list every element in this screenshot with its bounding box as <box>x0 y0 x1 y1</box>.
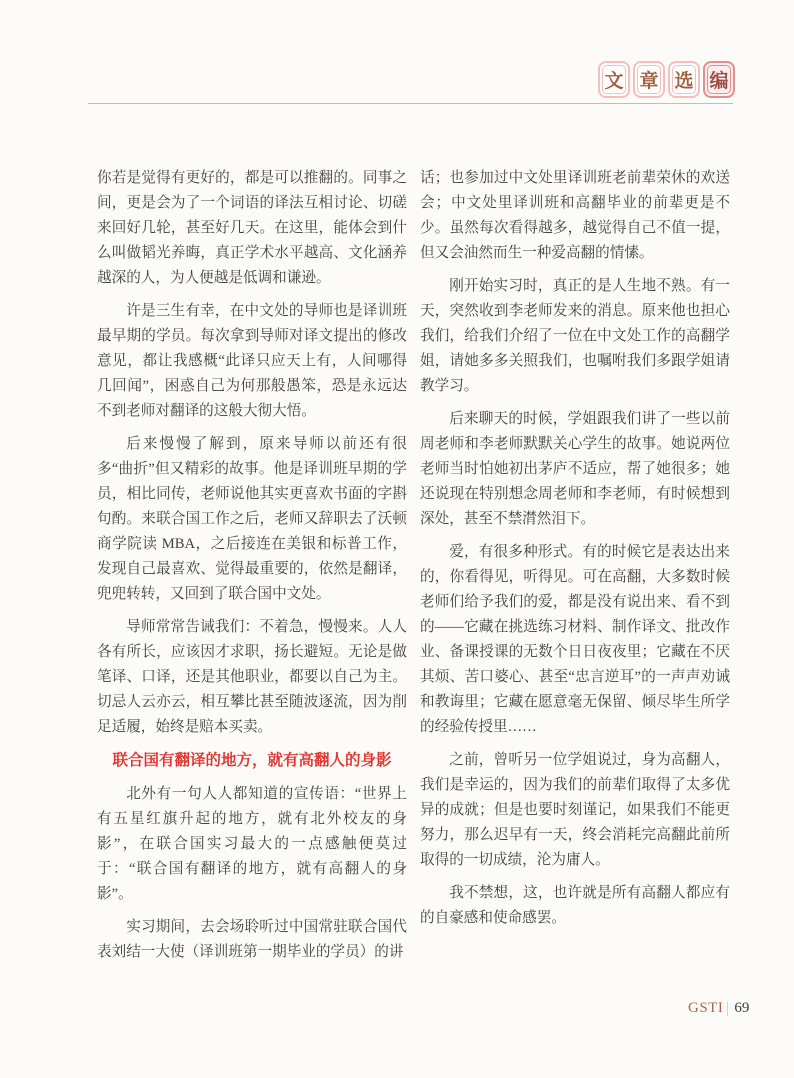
paragraph: 后来聊天的时候，学姐跟我们讲了一些以前周老师和李老师默默关心学生的故事。她说两位老师当时怕她初出茅庐不适应，帮了她很多；她还说现在特别想念周老师和李老师，有时候想到深处，甚至不禁潸然泪下。 <box>420 411 730 527</box>
page-footer <box>688 1000 749 1017</box>
header-rule <box>88 103 733 104</box>
section-heading: 联合国有翻译的地方，就有高翻人的身影 <box>112 752 392 769</box>
paragraph: 你若是觉得有更好的，都是可以推翻的。同事之间，更是会为了一个词语的译法互相讨论、切磋来回好几轮，甚至好几天。在这里，能体会到什么叫做韬光养晦，真正学术水平越高、文化涵养越深的人，为人便越是低调和谦逊。 <box>97 170 407 286</box>
header-badge-char: 文 <box>602 65 626 94</box>
header-badge <box>598 61 630 98</box>
right-column <box>420 166 730 939</box>
header-badge-char: 编 <box>707 65 731 94</box>
paragraph: 刚开始实习时，真正的是人生地不熟。有一天，突然收到李老师发来的消息。原来他也担心我们，给我们介绍了一位在中文处工作的高翻学姐，请她多多关照我们，也嘱咐我们多跟学姐请教学习。 <box>420 278 730 394</box>
paragraph: 北外有一句人人都知道的宣传语：“世界上有五星红旗升起的地方，就有北外校友的身影”，在联合国实习最大的一点感触便莫过于：“联合国有翻译的地方，就有高翻人的身影”。 <box>97 786 407 902</box>
paragraph: 之前，曾听另一位学姐说过，身为高翻人，我们是幸运的，因为我们的前辈们取得了太多优异的成就；但是也要时刻谨记，如果我们不能更努力，那么迟早有一天，终会消耗完高翻此前所取得的一切成绩，沦为庸人。 <box>420 752 730 868</box>
paragraph: 实习期间，去会场聆听过中国常驻联合国代表刘结一大使（译训班第一期毕业的学员）的讲 <box>97 919 407 960</box>
paragraph: 后来慢慢了解到，原来导师以前还有很多“曲折”但又精彩的故事。他是译训班早期的学员，相比同传，老师说他其实更喜欢书面的字斟句酌。来联合国工作之后，老师又辞职去了沃顿商学院读 MBA，之后接连在美银和标普工作，发现自己最喜欢、觉得最重要的，依然是翻译，兜兜转转，又回到了联合国中文处。 <box>97 436 407 602</box>
header-badge-char: 章 <box>637 65 661 94</box>
header-badge <box>703 61 735 98</box>
paragraph: 我不禁想，这，也许就是所有高翻人都应有的自豪感和使命感罢。 <box>420 885 730 926</box>
paragraph: 许是三生有幸，在中文处的导师也是译训班最早期的学员。每次拿到导师对译文提出的修改意见，都让我感概“此译只应天上有，人间哪得几回闻”，困惑自己为何那般愚笨，恐是永远达不到老师对翻译的这般大彻大悟。 <box>97 303 407 419</box>
footer-brand: GSTI <box>688 1000 724 1016</box>
paragraph: 导师常常告诫我们：不着急，慢慢来。人人各有所长，应该因才求职，扬长避短。无论是做笔译、口译，还是其他职业，都要以自己为主。切忌人云亦云，相互攀比甚至随波逐流，因为削足适履，始终是赔本买卖。 <box>97 619 407 735</box>
left-column <box>97 166 407 973</box>
paragraph: 爱，有很多种形式。有的时候它是表达出来的，你看得见，听得见。可在高翻，大多数时候老师们给予我们的爱，都是没有说出来、看不到的——它藏在挑选练习材料、制作译文、批改作业、备课授课的无数个日日夜夜里；它藏在不厌其烦、苦口婆心、甚至“忠言逆耳”的一声声劝诫和教诲里；它藏在愿意毫无保留、倾尽毕生所学的经验传授里…… <box>420 544 730 735</box>
footer-divider <box>727 1002 728 1016</box>
header-badge <box>633 61 665 98</box>
footer-page-number: 69 <box>734 1000 750 1016</box>
header-badge <box>668 61 700 98</box>
paragraph: 话；也参加过中文处里译训班老前辈荣休的欢送会；中文处里译训班和高翻毕业的前辈更是不少。虽然每次看得越多，越觉得自己不值一提，但又会油然而生一种爱高翻的情愫。 <box>420 170 730 261</box>
page-header-badges <box>598 61 735 98</box>
header-badge-char: 选 <box>672 65 696 94</box>
